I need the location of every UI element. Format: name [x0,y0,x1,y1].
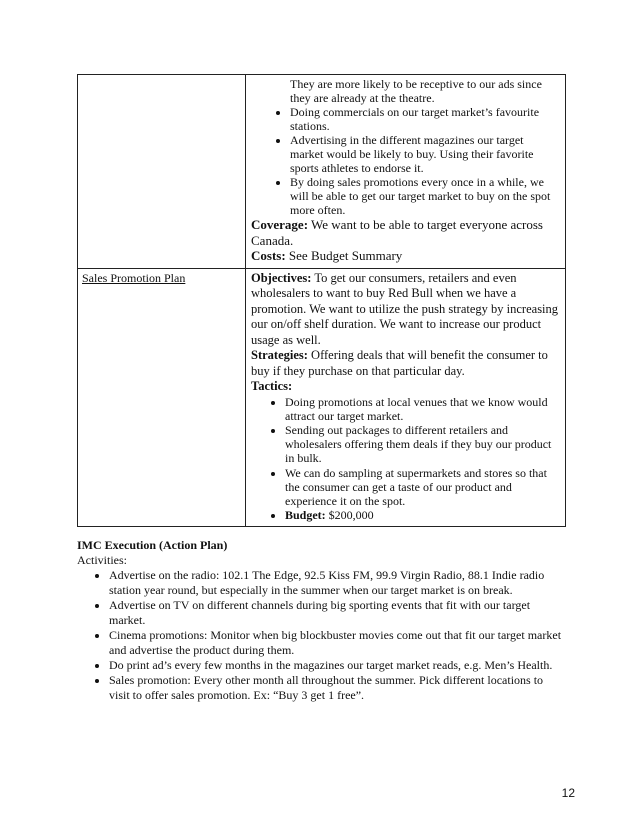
tactics-label: Tactics: [251,379,293,393]
coverage-text: We want to be able to target everyone across Canada. [251,217,543,248]
tactics-list [251,395,559,523]
row1-bullet-list [251,105,559,217]
list-item: • By doing sales promotions every once in a while, we will be able to get our target market to buy on the spot more often. [290,175,559,217]
objectives-label: Objectives: [251,270,312,285]
list-item: • Sales promotion: Every other month all throughout the summer. Pick different locations to visit to offer sales promotion. Ex: “Buy 3 get 1 free”. [109,673,566,703]
row-label: Sales Promotion Plan [82,270,186,285]
list-item: • Advertise on TV on different channels during big sporting events that fit with our target market. [109,598,566,628]
list-item: • Do print ad’s every few months in the magazines our target market reads, e.g. Men’s Health. [109,658,566,673]
costs-text: See Budget Summary [288,248,403,263]
costs-label: Costs: [251,248,286,263]
coverage-paragraph [251,217,559,248]
table-cell-right [246,268,566,527]
list-item: • Advertise on the radio: 102.1 The Edge, 92.5 Kiss FM, 99.9 Virgin Radio, 88.1 Indie radio station year round, but especially in the summer when our target market is on break. [109,568,566,598]
table-row [78,75,566,269]
list-item: • Doing commercials on our target market’s favourite stations. [290,105,559,133]
page-number: 12 [561,786,575,800]
row-label [78,75,245,79]
table-cell-left [78,268,246,527]
list-item: • Sending out packages to different retailers and wholesalers offering them deals if they buy our product in bulk. [285,423,559,466]
section-heading: IMC Execution (Action Plan) [77,538,228,552]
strategies-paragraph [251,348,559,379]
table-cell-left [78,75,246,269]
coverage-label: Coverage: [251,217,309,232]
list-item: • Doing promotions at local venues that we know would attract our target market. [285,395,559,423]
marketing-plan-table [77,74,566,527]
continued-bullet-text: They are more likely to be receptive to our ads since they are already at the theatre. [290,77,542,105]
budget-label: Budget: [285,508,326,523]
budget-value: $200,000 [328,508,374,523]
list-item-budget [285,508,559,522]
objectives-paragraph [251,271,559,349]
imc-execution-section [77,538,566,703]
strategies-label: Strategies: [251,348,308,362]
activities-list [77,568,566,703]
objectives-text: To get our consumers, retailers and even wholesalers to want to buy Red Bull when we have a promotion. We want to utilize the push strategy by increasing our on/off shelf duration. We want to increase our product usage as well. [251,270,559,347]
strategies-text: Offering deals that will benefit the consumer to buy if they purchase on that particular day. [251,348,548,378]
table-row [78,268,566,527]
section-subheading: Activities: [77,553,127,567]
list-item: • Advertising in the different magazines our target market would be likely to buy. Using their favorite sports athletes to endorse it. [290,133,559,175]
table-cell-right [246,75,566,269]
list-item: • Cinema promotions: Monitor when big blockbuster movies come out that fit our target market and advertise the product during them. [109,628,566,658]
costs-paragraph [251,248,559,264]
list-item: • We can do sampling at supermarkets and stores so that the consumer can get a taste of our product and experience it on the spot. [285,466,559,509]
